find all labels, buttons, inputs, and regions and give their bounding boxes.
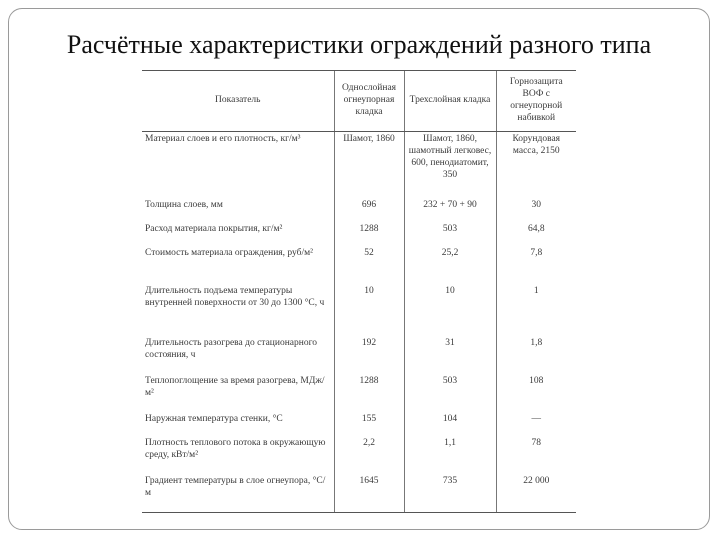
table-row bbox=[142, 374, 576, 412]
value-single-layer: 696 bbox=[334, 198, 404, 222]
value-three-layer: 232 + 70 + 90 bbox=[404, 198, 496, 222]
value-vof: 78 bbox=[496, 436, 576, 474]
value-three-layer: 503 bbox=[404, 374, 496, 412]
value-single-layer: 1288 bbox=[334, 374, 404, 412]
value-single-layer: 192 bbox=[334, 336, 404, 374]
value-vof: 7,8 bbox=[496, 246, 576, 284]
value-three-layer: 1,1 bbox=[404, 436, 496, 474]
value-vof: 64,8 bbox=[496, 222, 576, 246]
row-parameter: Длительность подъема температуры внутренней поверхности от 30 до 1300 °С, ч bbox=[145, 286, 325, 308]
row-parameter: Длительность разогрева до стационарного состояния, ч bbox=[145, 338, 317, 360]
header-three-layer: Трехслойная кладка bbox=[404, 71, 496, 132]
row-parameter: Расход материала покрытия, кг/м² bbox=[145, 224, 283, 234]
table-row bbox=[142, 336, 576, 374]
table-row bbox=[142, 284, 576, 336]
value-vof: 30 bbox=[496, 198, 576, 222]
value-single-layer: 1645 bbox=[334, 474, 404, 513]
row-parameter: Теплопоглощение за время разогрева, МДж/м² bbox=[145, 376, 325, 398]
row-parameter: Толщина слоев, мм bbox=[145, 200, 223, 210]
table-row bbox=[142, 436, 576, 474]
characteristics-table bbox=[142, 70, 576, 513]
value-three-layer: 10 bbox=[404, 284, 496, 336]
value-vof: 1 bbox=[496, 284, 576, 336]
table-header-row bbox=[142, 71, 576, 132]
value-single-layer: 52 bbox=[334, 246, 404, 284]
value-vof: Корундовая масса, 2150 bbox=[496, 132, 576, 199]
value-three-layer: 104 bbox=[404, 412, 496, 436]
value-three-layer: 503 bbox=[404, 222, 496, 246]
value-vof: 108 bbox=[496, 374, 576, 412]
header-parameter: Показатель bbox=[142, 71, 334, 132]
table-row bbox=[142, 198, 576, 222]
table-row bbox=[142, 222, 576, 246]
value-single-layer: 2,2 bbox=[334, 436, 404, 474]
row-parameter: Наружная температура стенки, °С bbox=[145, 414, 283, 424]
header-vof-lining: Горнозащита ВОФ с огнеупорной набивкой bbox=[496, 71, 576, 132]
value-vof: 22 000 bbox=[496, 474, 576, 513]
table-row bbox=[142, 132, 576, 199]
header-single-layer: Однослойная огнеупорная кладка bbox=[334, 71, 404, 132]
value-single-layer: 10 bbox=[334, 284, 404, 336]
row-parameter: Материал слоев и его плотность, кг/м³ bbox=[145, 134, 301, 144]
value-three-layer: 735 bbox=[404, 474, 496, 513]
value-vof: — bbox=[496, 412, 576, 436]
value-single-layer: Шамот, 1860 bbox=[334, 132, 404, 199]
table-row bbox=[142, 246, 576, 284]
value-three-layer: 31 bbox=[404, 336, 496, 374]
value-three-layer: 25,2 bbox=[404, 246, 496, 284]
value-vof: 1,8 bbox=[496, 336, 576, 374]
table-row bbox=[142, 474, 576, 513]
value-three-layer: Шамот, 1860, шамотный легковес, 600, пенодиатомит, 350 bbox=[404, 132, 496, 199]
row-parameter: Плотность теплового потока в окружающую среду, кВт/м² bbox=[145, 438, 326, 460]
table-row bbox=[142, 412, 576, 436]
value-single-layer: 155 bbox=[334, 412, 404, 436]
slide-title: Расчётные характеристики ограждений разного типа bbox=[66, 30, 652, 59]
row-parameter: Градиент температуры в слое огнеупора, °С/м bbox=[142, 474, 334, 513]
row-parameter: Стоимость материала ограждения, руб/м² bbox=[145, 248, 313, 258]
value-single-layer: 1288 bbox=[334, 222, 404, 246]
